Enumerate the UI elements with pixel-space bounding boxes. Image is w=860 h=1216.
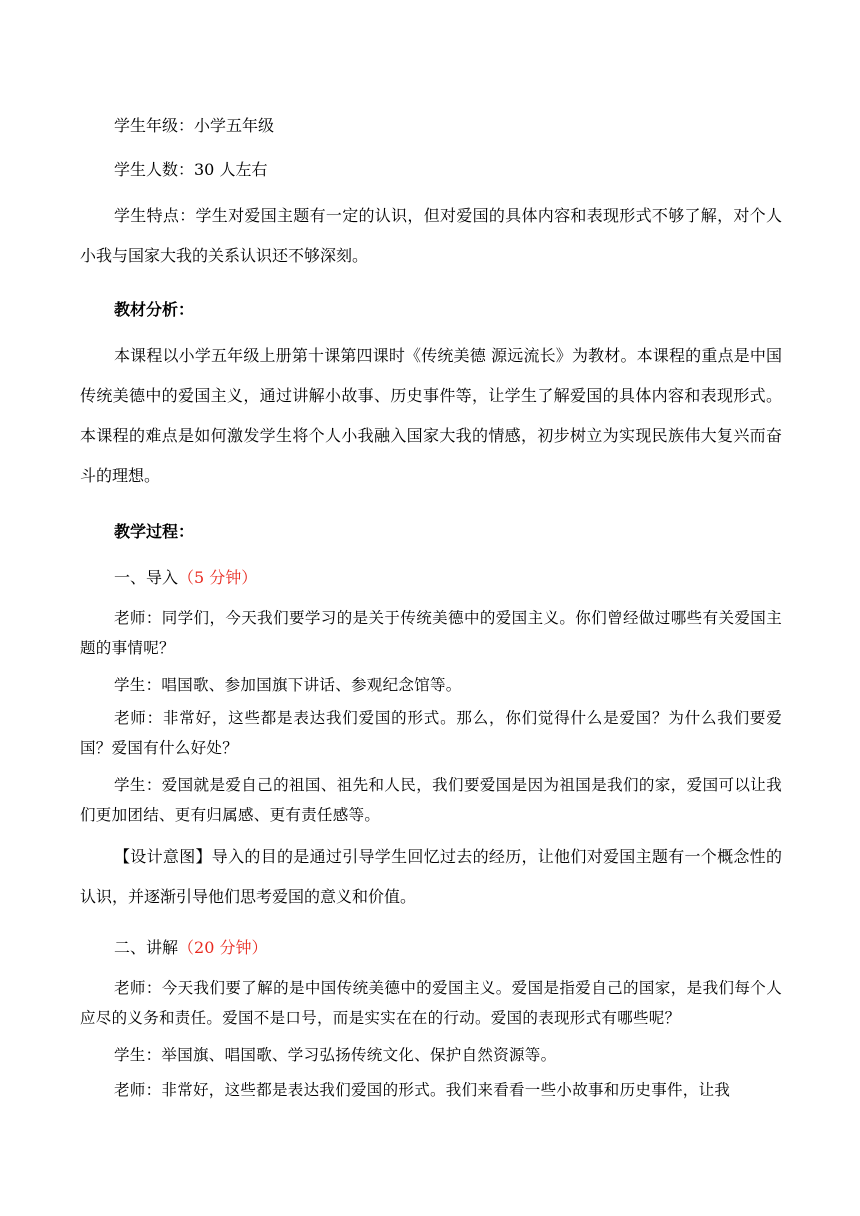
dialogue-line: 老师：同学们，今天我们要学习的是关于传统美德中的爱国主义。你们曾经做过哪些有关爱国主题的事情呢？ <box>80 609 782 657</box>
section2-title: 二、讲解 <box>114 938 179 957</box>
dialogue-line: 老师：今天我们要了解的是中国传统美德中的爱国主义。爱国是指爱自己的国家，是我们每个人应尽的义务和责任。爱国不是口号，而是实实在在的行动。爱国的表现形式有哪些呢？ <box>80 979 782 1027</box>
dialogue-line: 老师：非常好，这些都是表达我们爱国的形式。那么，你们觉得什么是爱国？为什么我们要爱国？爱国有什么好处？ <box>80 709 782 757</box>
analysis-body: 本课程以小学五年级上册第十课第四课时《传统美德 源远流长》为教材。本课程的重点是中国传统美德中的爱国主义，通过讲解小故事、历史事件等，让学生了解爱国的具体内容和表现形式。本课程的难点是如何激发学生将个人小我融入国家大我的情感，初步树立为实现民族伟大复兴而奋斗的理想。 <box>80 346 782 485</box>
analysis-heading: 教材分析： <box>114 300 195 319</box>
section1-title: 一、导入 <box>114 568 179 587</box>
student-grade: 学生年级：小学五年级 <box>114 116 275 135</box>
section2-heading <box>80 928 782 968</box>
process-heading: 教学过程： <box>114 522 195 541</box>
dialogue-line: 学生：爱国就是爱自己的祖国、祖先和人民，我们要爱国是因为祖国是我们的家，爱国可以让我们更加团结、更有归属感、更有责任感等。 <box>80 776 782 824</box>
section1-time: （5 分钟） <box>178 568 258 587</box>
student-count: 学生人数：30 人左右 <box>114 160 268 179</box>
dialogue-line: 老师：非常好，这些都是表达我们爱国的形式。我们来看看一些小故事和历史事件，让我 <box>114 1081 731 1099</box>
dialogue-line: 学生：唱国歌、参加国旗下讲话、参观纪念馆等。 <box>114 676 462 694</box>
dialogue-line: 学生：举国旗、唱国歌、学习弘扬传统文化、保护自然资源等。 <box>114 1046 557 1064</box>
section2-time: （20 分钟） <box>178 938 268 957</box>
student-traits: 学生特点：学生对爱国主题有一定的认识，但对爱国的具体内容和表现形式不够了解，对个人小我与国家大我的关系认识还不够深刻。 <box>80 206 782 265</box>
section1-heading <box>80 558 782 598</box>
section1-design-intent: 【设计意图】导入的目的是通过引导学生回忆过去的经历，让他们对爱国主题有一个概念性的认识，并逐渐引导他们思考爱国的意义和价值。 <box>80 847 782 906</box>
